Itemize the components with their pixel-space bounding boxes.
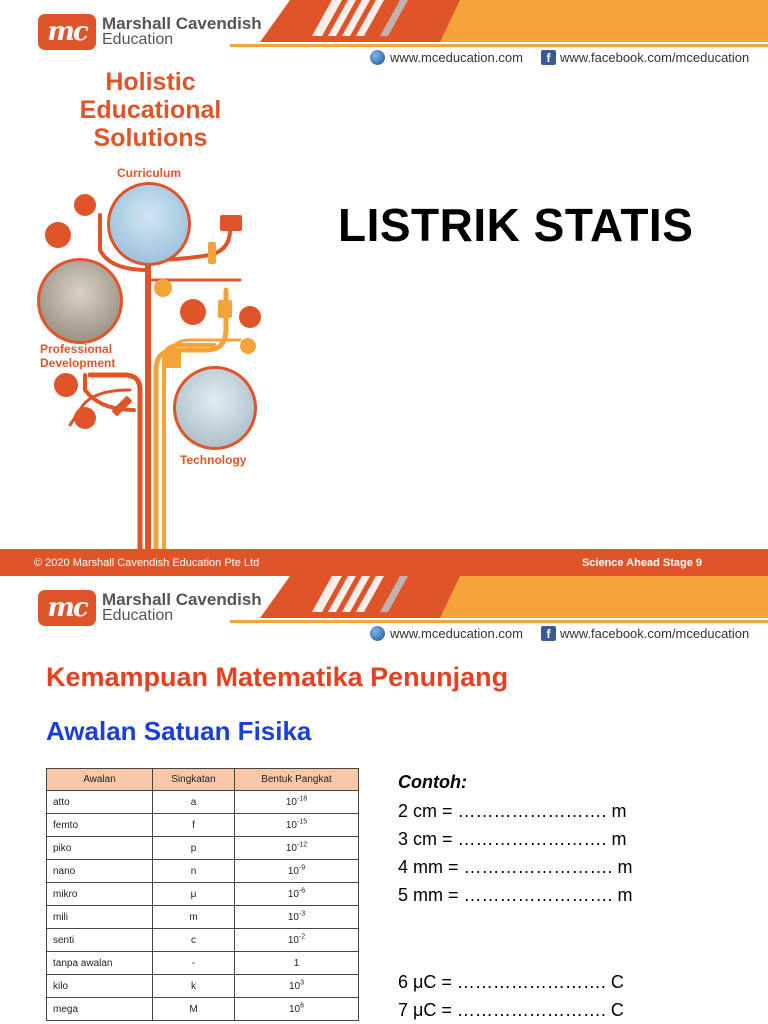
web-links — [370, 50, 749, 65]
logo-sub: Education — [102, 31, 174, 48]
calculator-icon — [218, 300, 232, 318]
cell-power — [235, 906, 359, 929]
table-header-row — [47, 769, 359, 791]
disc-icon — [240, 338, 256, 354]
logo-mark: mc — [38, 590, 96, 626]
cell-prefix: mikro — [47, 883, 153, 906]
logo-name: Marshall Cavendish — [102, 14, 262, 33]
header-accent-line — [230, 620, 768, 623]
header-stripe-band — [260, 576, 768, 618]
label-technology: Technology — [180, 453, 247, 467]
table-row — [47, 975, 359, 998]
header-stripe-band — [260, 0, 768, 42]
power-exponent: -15 — [297, 818, 308, 826]
globe-icon — [370, 626, 385, 641]
cell-power — [235, 975, 359, 998]
table-row — [47, 929, 359, 952]
power-exponent: -3 — [298, 910, 306, 918]
cell-abbreviation: c — [153, 929, 235, 952]
globe-branch-icon — [45, 222, 71, 248]
table-row — [47, 883, 359, 906]
power-base: 10 — [288, 1003, 301, 1015]
table-row — [47, 814, 359, 837]
header-awalan: Awalan — [47, 769, 153, 791]
power-base: 10 — [287, 865, 299, 877]
content-slide — [0, 576, 768, 1024]
power-base: 10 — [285, 842, 297, 854]
power-exponent: 6 — [300, 1002, 305, 1010]
header-singkatan: Singkatan — [153, 769, 235, 791]
graduation-cap-icon — [54, 373, 78, 397]
web-links — [370, 626, 749, 641]
note-icon — [163, 350, 181, 368]
cell-power — [235, 860, 359, 883]
person-icon — [74, 194, 96, 216]
cell-power — [235, 929, 359, 952]
footer-copyright: © 2020 Marshall Cavendish Education Pte Ltd — [34, 556, 260, 569]
website-link[interactable]: www.mceducation.com — [390, 626, 523, 641]
book-icon — [239, 306, 261, 328]
professional-photo — [37, 258, 123, 344]
flask-icon — [180, 299, 206, 325]
table-row — [47, 906, 359, 929]
examples-micro-block — [398, 968, 624, 1024]
cell-power — [235, 837, 359, 860]
footer-bar — [0, 549, 768, 576]
cell-power — [235, 952, 359, 975]
cell-power — [235, 998, 359, 1021]
table-row — [47, 791, 359, 814]
table-row — [47, 998, 359, 1021]
facebook-icon: f — [541, 50, 556, 65]
logo-name: Marshall Cavendish — [102, 590, 262, 609]
cell-prefix: tanpa awalan — [47, 952, 153, 975]
header-bentuk-pangkat: Bentuk Pangkat — [235, 769, 359, 791]
cell-abbreviation: f — [153, 814, 235, 837]
power-exponent: 3 — [300, 979, 305, 987]
brand-logo — [38, 14, 262, 50]
label-curriculum: Curriculum — [117, 166, 182, 180]
cell-power — [235, 814, 359, 837]
cell-power — [235, 791, 359, 814]
cell-abbreviation: m — [153, 906, 235, 929]
power-exponent: -18 — [297, 795, 308, 803]
cell-abbreviation: p — [153, 837, 235, 860]
facebook-link[interactable]: www.facebook.com/mceducation — [559, 50, 750, 65]
example-line: 7 μC = ……………………. C — [398, 1000, 624, 1020]
label-professional: Professional Development — [40, 342, 116, 370]
cell-prefix: atto — [47, 791, 153, 814]
header-accent-line — [230, 44, 768, 47]
cell-prefix: femto — [47, 814, 153, 837]
cell-abbreviation: n — [153, 860, 235, 883]
example-line: 4 mm = ……………………. m — [398, 857, 633, 877]
logo-mark: mc — [38, 14, 96, 50]
example-line: 3 cm = ……………………. m — [398, 829, 627, 849]
power-base: 10 — [287, 888, 299, 900]
power-base: 10 — [287, 911, 299, 923]
cell-prefix: mega — [47, 998, 153, 1021]
table-row — [47, 860, 359, 883]
cell-abbreviation: k — [153, 975, 235, 998]
facebook-link[interactable]: www.facebook.com/mceducation — [559, 626, 750, 641]
brand-logo — [38, 590, 262, 626]
power-base: 10 — [287, 934, 299, 946]
example-line: 6 μC = ……………………. C — [398, 972, 624, 992]
power-base: 10 — [285, 819, 297, 831]
globe-icon — [370, 50, 385, 65]
cell-prefix: senti — [47, 929, 153, 952]
power-exponent: -9 — [298, 864, 306, 872]
microscope-icon — [74, 407, 96, 429]
unit-prefix-table — [46, 768, 359, 1021]
power-base: 1 — [293, 957, 300, 969]
example-line: 2 cm = ……………………. m — [398, 801, 627, 821]
table-row — [47, 952, 359, 975]
cell-prefix: piko — [47, 837, 153, 860]
technology-photo — [173, 366, 257, 450]
laptop-icon — [220, 215, 242, 231]
facebook-icon: f — [541, 626, 556, 641]
cell-prefix: mili — [47, 906, 153, 929]
cell-abbreviation: μ — [153, 883, 235, 906]
section-heading: Kemampuan Matematika Penunjang — [46, 662, 509, 692]
holistic-heading: Holistic Educational Solutions — [79, 68, 222, 152]
example-line: 5 mm = ……………………. m — [398, 885, 633, 905]
curriculum-photo — [107, 182, 191, 266]
cell-abbreviation: M — [153, 998, 235, 1021]
footer-series: Science Ahead Stage 9 — [581, 556, 702, 569]
cell-abbreviation: a — [153, 791, 235, 814]
examples-title: Contoh: — [398, 772, 467, 792]
cell-abbreviation: - — [153, 952, 235, 975]
website-link[interactable]: www.mceducation.com — [390, 50, 523, 65]
cell-prefix: kilo — [47, 975, 153, 998]
bulb-icon — [154, 279, 172, 297]
test-tube-icon — [208, 242, 216, 264]
logo-sub: Education — [102, 607, 174, 624]
power-exponent: -6 — [298, 887, 306, 895]
cell-prefix: nano — [47, 860, 153, 883]
table-row — [47, 837, 359, 860]
examples-block — [398, 772, 633, 909]
power-base: 10 — [288, 980, 301, 992]
slide-title: LISTRIK STATIS — [338, 199, 694, 251]
power-base: 10 — [285, 796, 297, 808]
power-exponent: -12 — [297, 841, 308, 849]
cell-power — [235, 883, 359, 906]
power-exponent: -2 — [298, 933, 306, 941]
section-subheading: Awalan Satuan Fisika — [46, 716, 312, 746]
